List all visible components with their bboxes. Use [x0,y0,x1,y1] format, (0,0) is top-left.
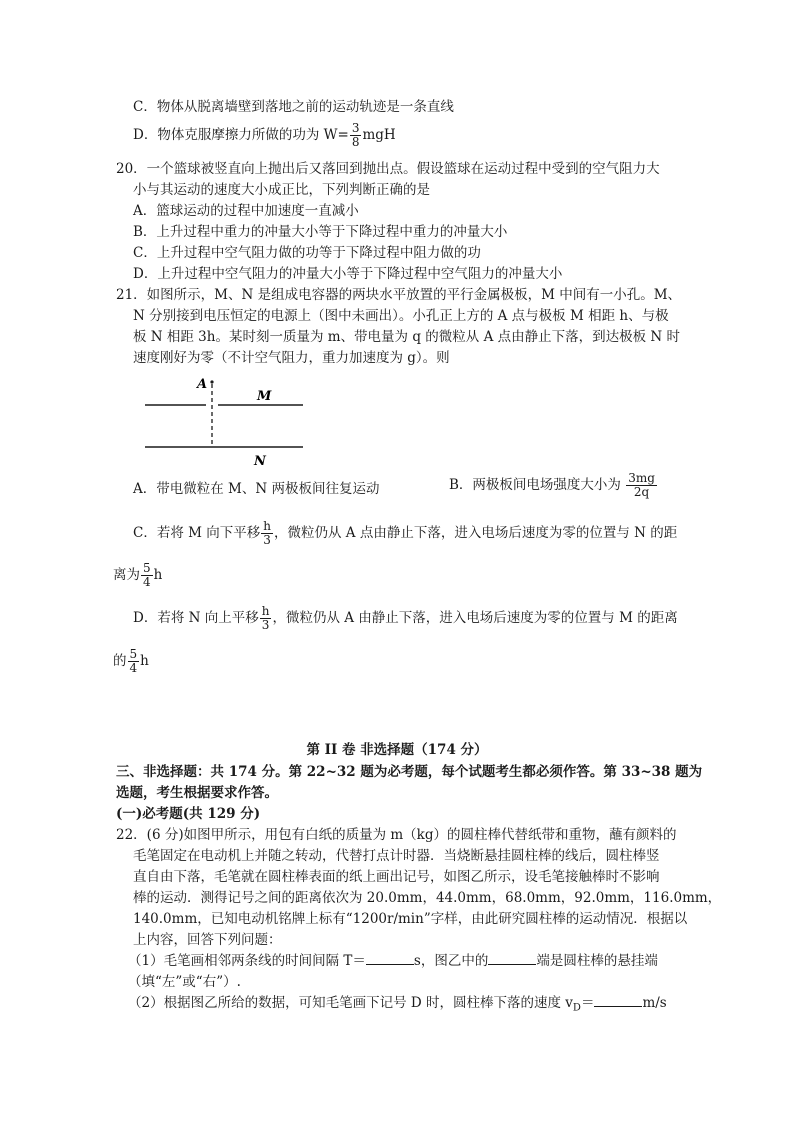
q22-line5: 140.0mm，已知电动机铭牌上标有“1200r/min”字样，由此研究圆柱棒的运动情况．根据以 [133,911,688,927]
q21-option-c-cont: 离为 $\frac{5}{4}$ h [113,561,163,589]
fraction: $\frac{h}{3}$ [261,604,270,632]
label-a: A [197,377,208,392]
q22-line3: 直自由下落，毛笔就在圆柱棒表面的纸上画出记号，如图乙所示，设毛笔接触棒时不影响 [133,869,660,885]
q19-option-d: D．物体克服摩擦力所做的功为 W= $\frac{3}{8}$ mgH [133,121,396,149]
fraction: $\frac{5}{4}$ [143,561,151,589]
fraction: $\frac{h}{3}$ [263,519,271,547]
q22-part1-cont: （填“左”或“右”）. [128,974,241,990]
q20-option-d: D．上升过程中空气阻力的冲量大小等于下降过程中空气阻力的冲量大小 [133,266,563,282]
q20-option-a: A．篮球运动的过程中加速度一直减小 [133,203,359,219]
q20-option-b: B．上升过程中重力的冲量大小等于下降过程中重力的冲量大小 [133,224,508,240]
q22-line6: 上内容，回答下列问题： [133,932,282,948]
section-header-line2: 选题，考生根据要求作答。 [116,785,278,801]
part2-title: 第 II 卷 非选择题（174 分） [306,742,488,758]
answer-blank[interactable] [366,952,414,965]
q20-stem-line2: 小与其运动的速度大小成正比，下列判断正确的是 [133,182,430,198]
q21-option-b: B．两极板间电场强度大小为 $\frac{3mg}{2q}$ [449,471,655,499]
answer-blank[interactable] [594,994,642,1007]
fraction: $\frac{3mg}{2q}$ [628,471,655,499]
point-a-dot [210,380,213,383]
q22-line4: 棒的运动．测得记号之间的距离依次为 20.0mm，44.0mm，68.0mm，92.0mm，116.0mm， [133,890,722,906]
q21-option-d: D．若将 N 向上平移 $\frac{h}{3}$ ，微粒仍从 A 由静止下落，进入电场后速度为零的位置与 M 的距离 [133,604,678,632]
q22-part2: （2）根据图乙所给的数据，可知毛笔画下记号 D 时，圆柱棒下落的速度 $v_D= m/s$ [128,995,667,1014]
subsection-header: (一)必考题(共 129 分) [116,806,261,822]
q22-line1: 22．(6 分)如图甲所示，用包有白纸的质量为 m（kg）的圆柱棒代替纸带和重物，蘸有颜料的 [116,827,677,843]
q20-option-c: C．上升过程中空气阻力做的功等于下降过程中阻力做的功 [133,245,481,261]
q22-line2: 毛笔固定在电动机上并随之转动，代替打点计时器．当烧断悬挂圆柱棒的线后，圆柱棒竖 [133,848,660,864]
answer-blank[interactable] [488,952,536,965]
q21-option-a: A．带电微粒在 M、N 两极板间往复运动 [133,481,380,497]
q21-stem-line3: 板 N 相距 3h。某时刻一质量为 m、带电量为 q 的微粒从 A 点由静止下落，到达极板 N 时 [133,329,681,345]
q19-option-c: C．物体从脱离墙壁到落地之前的运动轨迹是一条直线 [133,99,454,115]
q21-stem-line2: N 分别接到电压恒定的电源上（图中未画出）。小孔正上方的 A 点与极板 M 相距 h、与极 [133,308,669,324]
capacitor-diagram [140,368,310,470]
q21-option-c: C．若将 M 向下平移 $\frac{h}{3}$ ，微粒仍从 A 点由静止下落，进入电场后速度为零的位置与 N 的距 [133,519,678,547]
q21-option-d-cont: 的 $\frac{5}{4}$ h [113,647,149,675]
q20-stem-line1: 20．一个篮球被竖直向上抛出后又落回到抛出点。假设篮球在运动过程中受到的空气阻力大 [116,161,660,177]
label-n: N [254,454,266,469]
q21-stem-line1: 21．如图所示，M、N 是组成电容器的两块水平放置的平行金属极板，M 中间有一小孔。M、 [116,287,682,303]
q22-part1: （1）毛笔画相邻两条线的时间间隔 T＝ s，图乙中的 端是圆柱棒的悬挂端 [128,953,658,969]
q21-stem-line4: 速度刚好为零（不计空气阻力，重力加速度为 g）。则 [133,350,450,366]
section-header-line1: 三、非选择题：共 174 分。第 22~32 题为必考题，每个试题考生都必须作答。第 33~38 题为 [116,764,703,780]
label-m: M [257,389,272,404]
fraction: $\frac{5}{4}$ [129,647,138,675]
fraction: $\frac{3}{8}$ [351,121,360,149]
